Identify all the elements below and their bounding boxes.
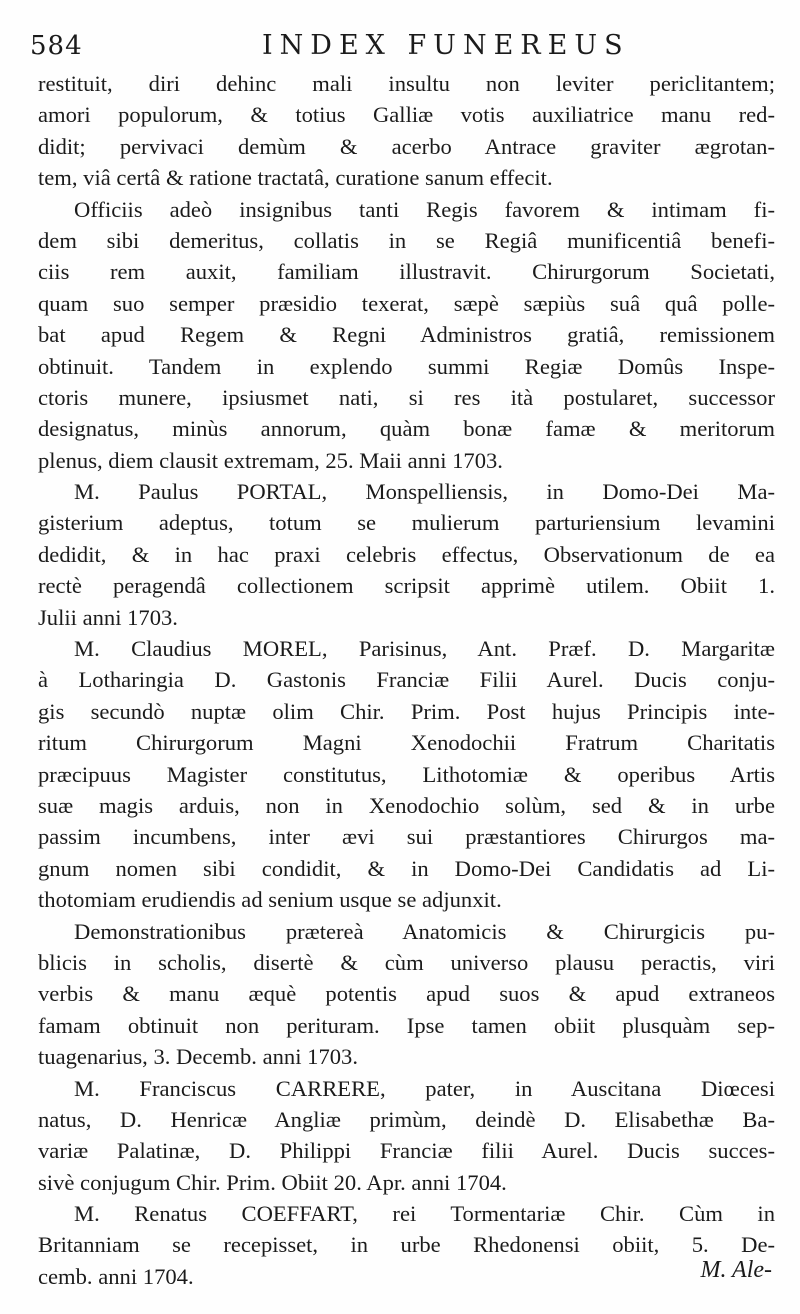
text-line: passim incumbens, inter ævi sui præstantiores Chirurgos ma-: [38, 824, 775, 850]
text-line: famam obtinuit non perituram. Ipse tamen obiit plusquàm sep-: [38, 1012, 775, 1038]
text-line: M. Claudius MOREL, Parisinus, Ant. Præf. D. Margaritæ: [74, 636, 775, 662]
paragraph: [38, 633, 775, 916]
text-line: Demonstrationibus prætereà Anatomicis & Chirurgicis pu-: [74, 918, 775, 944]
text-line: blicis in scholis, disertè & cùm universo plausu peractis, viri: [38, 949, 775, 975]
text-line: bat apud Regem & Regni Administros gratiâ, remissionem: [38, 322, 775, 348]
paragraph: [38, 1198, 775, 1292]
text-line: natus, D. Henricæ Angliæ primùm, deindè D. Elisabethæ Ba-: [38, 1106, 775, 1132]
text-line: dedidit, & in hac praxi celebris effectus, Observationum de ea: [38, 541, 775, 567]
text-line: ctoris munere, ipsiusmet nati, si res ità postularet, successor: [38, 384, 775, 410]
text-line: à Lotharingia D. Gastonis Franciæ Filii Aurel. Ducis conju-: [38, 667, 775, 693]
text-line: Britanniam se recepisset, in urbe Rhedonensi obiit, 5. De-: [38, 1232, 775, 1258]
text-line: restituit, diri dehinc mali insultu non leviter periclitantem;: [38, 71, 775, 96]
paragraph: [38, 476, 775, 633]
text-line: plenus, diem clausit extremam, 25. Maii anni 1703.: [38, 447, 503, 473]
text-line: ciis rem auxit, familiam illustravit. Chirurgorum Societati,: [38, 259, 775, 285]
text-line: suæ magis arduis, non in Xenodochio solùm, sed & in urbe: [38, 792, 775, 818]
text-line: præcipuus Magister constitutus, Lithotomiæ & operibus Artis: [38, 761, 775, 787]
text-line: gisterium adeptus, totum se mulierum parturiensium levamini: [38, 510, 775, 536]
text-line: gis secundò nuptæ olim Chir. Prim. Post hujus Principis inte-: [38, 698, 775, 724]
text-line: amori populorum, & totius Galliæ votis auxiliatrice manu red-: [38, 102, 775, 128]
body-text: [38, 68, 775, 1292]
running-title: INDEX FUNEREUS: [262, 30, 630, 61]
text-line: obtinuit. Tandem in explendo summi Regiæ Domûs Inspe-: [38, 353, 775, 379]
text-line: rectè peragendâ collectionem scripsit apprimè utilem. Obiit 1.: [38, 573, 775, 599]
paragraph: [38, 194, 775, 477]
paragraph: [38, 68, 775, 194]
paragraph: [38, 1073, 775, 1199]
text-line: M. Paulus PORTAL, Monspelliensis, in Domo-Dei Ma-: [74, 479, 775, 505]
text-line: M. Renatus COEFFART, rei Tormentariæ Chir. Cùm in: [74, 1201, 775, 1227]
text-line: thotomiam erudiendis ad senium usque se adjunxit.: [38, 887, 502, 913]
text-line: didit; pervivaci demùm & acerbo Antrace graviter ægrotan-: [38, 133, 775, 159]
text-line: dem sibi demeritus, collatis in se Regiâ munificentiâ benefi-: [38, 227, 775, 253]
text-line: gnum nomen sibi condidit, & in Domo-Dei Candidatis ad Li-: [38, 855, 775, 881]
page-header: [30, 28, 770, 64]
text-line: tem, viâ certâ & ratione tractatâ, curatione sanum effecit.: [38, 165, 553, 191]
catchword: M. Ale-: [700, 1257, 772, 1283]
paragraph: [38, 916, 775, 1073]
text-line: Julii anni 1703.: [38, 604, 178, 630]
text-line: M. Franciscus CARRERE, pater, in Auscitana Diœcesi: [74, 1075, 775, 1101]
text-line: tuagenarius, 3. Decemb. anni 1703.: [38, 1044, 358, 1070]
text-line: verbis & manu æquè potentis apud suos & apud extraneos: [38, 981, 775, 1007]
text-line: sivè conjugum Chir. Prim. Obiit 20. Apr. anni 1704.: [38, 1169, 507, 1195]
text-line: variæ Palatinæ, D. Philippi Franciæ filii Aurel. Ducis succes-: [38, 1138, 775, 1164]
text-line: designatus, minùs annorum, quàm bonæ famæ & meritorum: [38, 416, 775, 442]
text-line: quam suo semper præsidio texerat, sæpè sæpiùs suâ quâ polle-: [38, 290, 775, 316]
text-line: Officiis adeò insignibus tanti Regis favorem & intimam fi-: [74, 196, 775, 222]
text-line: cemb. anni 1704.: [38, 1263, 194, 1289]
text-line: ritum Chirurgorum Magni Xenodochii Fratrum Charitatis: [38, 730, 775, 756]
page-number: 584: [30, 31, 83, 61]
